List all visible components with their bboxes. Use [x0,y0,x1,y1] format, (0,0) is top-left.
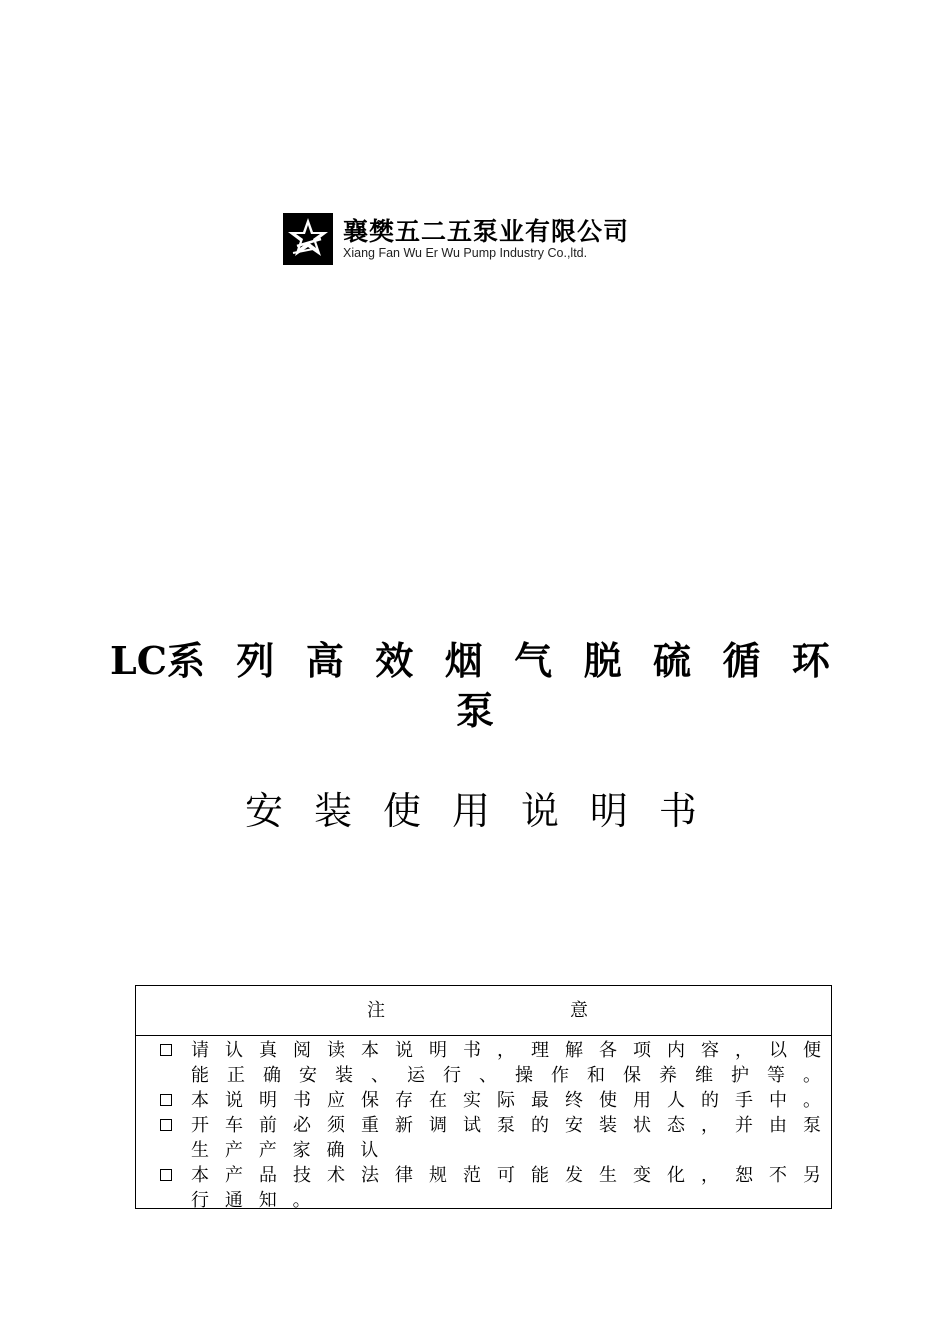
notice-char: 本 [361,1040,379,1061]
notice-char: 律 [395,1165,413,1186]
notice-char: 安 [299,1065,317,1086]
notice-char: 能 [531,1165,549,1186]
notice-box [135,985,832,1209]
notice-char: 须 [327,1115,345,1136]
notice-char: 试 [463,1115,481,1136]
notice-char: 本 [191,1090,209,1111]
notice-heading [136,986,831,1036]
notice-char: 的 [531,1115,549,1136]
notice-char: 真 [259,1040,277,1061]
notice-char: 的 [701,1090,719,1111]
notice-char: 书 [293,1090,311,1111]
subtitle-char: 书 [658,789,697,833]
notice-char: 发 [565,1165,583,1186]
notice-char: 护 [731,1065,749,1086]
document-title-line-1 [110,638,830,684]
notice-char: 规 [429,1165,447,1186]
notice-char: 。 [292,1190,311,1211]
notice-item-line [191,1115,821,1137]
subtitle-char: 装 [313,789,352,833]
notice-char: 维 [695,1065,713,1086]
document-title-line-2: 泵 [455,688,494,733]
notice-char: 恕 [735,1165,753,1186]
notice-char: 变 [633,1165,651,1186]
notice-char: 知 [258,1190,277,1211]
notice-char: 能 [191,1065,209,1086]
title-char: 烟 [444,638,483,683]
notice-char: 可 [497,1165,515,1186]
notice-char: 等 [767,1065,785,1086]
notice-char: ， [497,1040,515,1061]
notice-char: 请 [191,1040,209,1061]
notice-char: 不 [769,1165,787,1186]
company-star-emblem-icon [283,213,333,265]
notice-char: 说 [395,1040,413,1061]
notice-char: 态 [667,1115,685,1136]
notice-char: 际 [497,1090,515,1111]
notice-char: 认 [225,1040,243,1061]
notice-char: 确 [326,1140,345,1161]
notice-char: 各 [599,1040,617,1061]
notice-char: 前 [259,1115,277,1136]
notice-char: 家 [292,1140,311,1161]
notice-char: 产 [224,1140,243,1161]
notice-item-line [191,1090,821,1112]
notice-char: 状 [633,1115,651,1136]
subtitle-char: 说 [520,789,559,833]
notice-char: 解 [565,1040,583,1061]
notice-char: 由 [769,1115,787,1136]
notice-char: 产 [258,1140,277,1161]
company-name-en: Xiang Fan Wu Er Wu Pump Industry Co.,ltd. [343,246,588,260]
checkbox-square-icon [160,1044,172,1056]
notice-char: 阅 [293,1040,311,1061]
notice-char: 最 [531,1090,549,1111]
notice-char: ， [701,1165,719,1186]
notice-char: 调 [429,1115,447,1136]
notice-char: 容 [701,1040,719,1061]
checkbox-square-icon [160,1094,172,1106]
notice-char: 、 [479,1065,497,1086]
notice-char: 化 [667,1165,685,1186]
subtitle-char: 用 [451,789,490,833]
notice-char: 养 [659,1065,677,1086]
notice-char: 行 [443,1065,461,1086]
notice-char: 生 [599,1165,617,1186]
notice-char: 。 [803,1065,821,1086]
notice-item-line [191,1165,821,1187]
notice-char: 必 [293,1115,311,1136]
title-char: 脱 [583,638,622,683]
notice-char: 、 [371,1065,389,1086]
title-char: 气 [514,638,553,683]
notice-char: 说 [225,1090,243,1111]
notice-char: 新 [395,1115,413,1136]
notice-char: 终 [565,1090,583,1111]
company-logo [283,213,629,265]
title-char: 列 [236,638,275,683]
notice-char: 开 [191,1115,209,1136]
notice-char: 安 [565,1115,583,1136]
notice-char: 作 [551,1065,569,1086]
notice-char: 应 [327,1090,345,1111]
notice-char: 实 [463,1090,481,1111]
notice-char: 保 [361,1090,379,1111]
notice-char: 装 [599,1115,617,1136]
document-subtitle [245,788,697,834]
notice-char: 运 [407,1065,425,1086]
notice-heading-char: 注 [367,1000,385,1021]
title-char: 循 [722,638,761,683]
notice-char: 便 [803,1040,821,1061]
notice-char: ， [735,1040,753,1061]
notice-char: 使 [599,1090,617,1111]
company-name-cn: 襄樊五二五泵业有限公司 [343,217,630,246]
notice-char: 。 [803,1090,821,1111]
notice-char: 人 [667,1090,685,1111]
title-char: LC系 [110,638,205,683]
notice-char: 项 [633,1040,651,1061]
notice-char: 认 [360,1140,379,1161]
notice-char: 正 [227,1065,245,1086]
notice-char: 产 [225,1165,243,1186]
notice-char: 并 [735,1115,753,1136]
title-char: 硫 [653,638,692,683]
notice-char: 泵 [497,1115,515,1136]
notice-char: 行 [191,1190,209,1211]
subtitle-char: 安 [245,789,284,833]
notice-item-line [191,1040,821,1062]
notice-char: 理 [531,1040,549,1061]
notice-char: 车 [225,1115,243,1136]
subtitle-char: 使 [382,789,421,833]
notice-char: 范 [463,1165,481,1186]
notice-heading-char: 意 [570,1000,588,1021]
notice-char: 明 [429,1040,447,1061]
notice-char: 另 [803,1165,821,1186]
title-char: 高 [305,638,344,683]
notice-char: 通 [224,1190,243,1211]
notice-char: 以 [769,1040,787,1061]
notice-char: 读 [327,1040,345,1061]
checkbox-square-icon [160,1169,172,1181]
notice-char: 技 [293,1165,311,1186]
notice-char: 内 [667,1040,685,1061]
notice-char: 在 [429,1090,447,1111]
notice-char: 装 [335,1065,353,1086]
notice-char: 重 [361,1115,379,1136]
notice-char: 和 [587,1065,605,1086]
notice-char: 生 [191,1140,209,1161]
notice-char: 书 [463,1040,481,1061]
notice-item-line [191,1190,326,1212]
notice-char: 法 [361,1165,379,1186]
notice-char: 手 [735,1090,753,1111]
notice-item-line [191,1140,394,1162]
notice-char: 中 [769,1090,787,1111]
notice-char: 品 [259,1165,277,1186]
notice-char: 用 [633,1090,651,1111]
notice-char: 明 [259,1090,277,1111]
notice-char: 存 [395,1090,413,1111]
notice-char: 术 [327,1165,345,1186]
checkbox-square-icon [160,1119,172,1131]
notice-char: ， [701,1115,719,1136]
notice-char: 确 [263,1065,281,1086]
notice-char: 操 [515,1065,533,1086]
title-char: 效 [375,638,414,683]
subtitle-char: 明 [589,789,628,833]
notice-char: 本 [191,1165,209,1186]
notice-char: 泵 [803,1115,821,1136]
notice-char: 保 [623,1065,641,1086]
title-char: 环 [791,638,830,683]
notice-item-line [191,1065,821,1087]
